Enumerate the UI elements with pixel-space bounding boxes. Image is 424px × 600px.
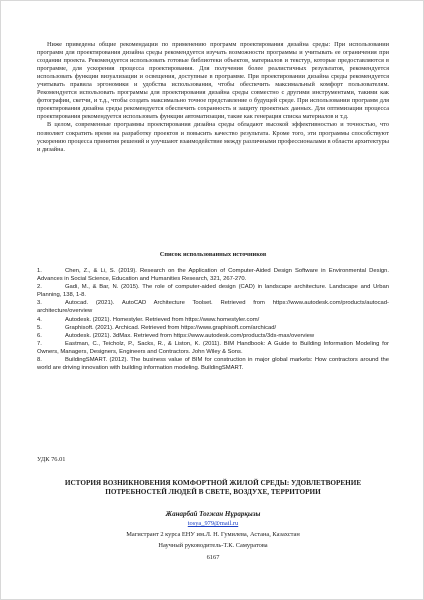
reference-item <box>37 283 389 299</box>
reference-item <box>37 324 389 332</box>
reference-number: 7. <box>37 340 42 347</box>
reference-number: 3. <box>37 300 42 307</box>
reference-number: 8. <box>37 357 42 364</box>
reference-number: 5. <box>37 324 42 331</box>
reference-number: 1. <box>37 268 42 274</box>
reference-text: BuildingSMART. (2012). The business value of BIM for construction in major global markets: How contractors around the world are driving innovation with building information modeling. BuildingSMART. <box>37 357 389 372</box>
reference-item <box>37 356 389 372</box>
reference-text: Autocad. (2021). AutoCAD Architecture Toolset. Retrieved from https://www.autodesk.com/products/autocad-architecture/overview <box>37 300 389 315</box>
body-paragraph-2: В целом, современные программы проектирования дизайна среды обладают высокой эффективностью и точностью, что позволяет сократить время на разработку проектов и повысить качество результата. Кроме того, эти программы способствуют ускорению процесса принятия решений и улучшают взаимодействие между различными профессионалами в области архитектуры и дизайна. <box>37 121 389 153</box>
reference-item <box>37 332 389 340</box>
author-email-link[interactable]: tosya_979@mail.ru <box>187 520 239 527</box>
reference-item <box>37 316 389 324</box>
author-name: Жанарбай Тоғжан Нұрарқызы <box>165 510 261 518</box>
reference-text: Autodesk. (2021). 3dMax. Retrieved from https://www.autodesk.com/products/3ds-max/overview <box>65 332 315 339</box>
reference-number: 2. <box>37 284 42 291</box>
reference-item <box>37 340 389 356</box>
reference-number: 4. <box>37 316 42 323</box>
udc-code: УДК 76.01 <box>37 456 66 463</box>
reference-text: Autodesk. (2021). Homestyler. Retrieved from https://www.homestyler.com/ <box>65 316 260 323</box>
author-email-line <box>37 520 389 527</box>
supervisor: Научный руководитель-Т.К. Самуратова <box>158 542 268 549</box>
references-title: Список использованных источников <box>159 251 267 258</box>
reference-text: Graphisoft. (2021). Archicad. Retrieved from https://www.graphisoft.com/archicad/ <box>65 324 277 331</box>
references-list <box>37 267 389 372</box>
reference-item <box>37 299 389 315</box>
author-affiliation: Магистрант 2 курса ЕНУ им.Л. Н. Гумилева, Астана, Казахстан <box>126 531 300 538</box>
article-title: ИСТОРИЯ ВОЗНИКНОВЕНИЯ КОМФОРТНОЙ ЖИЛОЙ СРЕДЫ: УДОВЛЕТВОРЕНИЕ ПОТРЕБНОСТЕЙ ЛЮДЕЙ В СВЕТЕ, ВОЗДУХЕ, ТЕРРИТОРИИ <box>64 479 362 497</box>
reference-text: Eastman, C., Teicholz, P., Sacks, R., & Liston, K. (2011). BIM Handbook: A Guide to Building Information Modeling for Owners, Managers, Designers, Engineers and Contractors. John Wiley & Sons. <box>37 340 389 355</box>
reference-text: Gadi, M., & Bar, N. (2015). The role of computer-aided design (CAD) in landscape architecture. Landscape and Urban Planning, 138, 1-8. <box>37 284 389 299</box>
reference-text: Chen, Z., & Li, S. (2019). Research on the Application of Computer-Aided Design Software in Environmental Design. Advances in Social Science, Education and Humanities Research, 321, 267-270. <box>37 268 389 283</box>
reference-item <box>37 267 389 283</box>
body-paragraph-1: Ниже приведены общие рекомендации по применению программ проектирования дизайна среды: При использовании программ для проектирования дизайна среды рекомендуется изучать возможности программы и учитывать ее ограничения при создании проекта. Рекомендуется использовать готовые библиотеки объектов, материалов и текстур, которые предоставляются в программе, для ускорения процесса проектирования. Для получения более реалистичных результатов, рекомендуется использовать функции визуализации и освещения, доступные в программе. При проектировании дизайна среды рекомендуется учитывать правила эргономики и удобства использования, чтобы обеспечить максимальный комфорт пользователям. Рекомендуется использовать программы для проектирования дизайна среды совместно с другими инструментами, такими как фотографии, скетчи, и т.д., чтобы создать максимально точное представление о будущей среде. При использовании программ для проектирования дизайна среды рекомендуется обеспечить сохранность и защиту проектных данных. Для оптимизации процесса проектирования рекомендуется использовать функции автоматизации, такие как генерация списка материалов и т.д. <box>37 41 389 121</box>
reference-number: 6. <box>37 332 42 339</box>
body-text <box>37 41 389 154</box>
page-number: 6167 <box>206 554 220 561</box>
